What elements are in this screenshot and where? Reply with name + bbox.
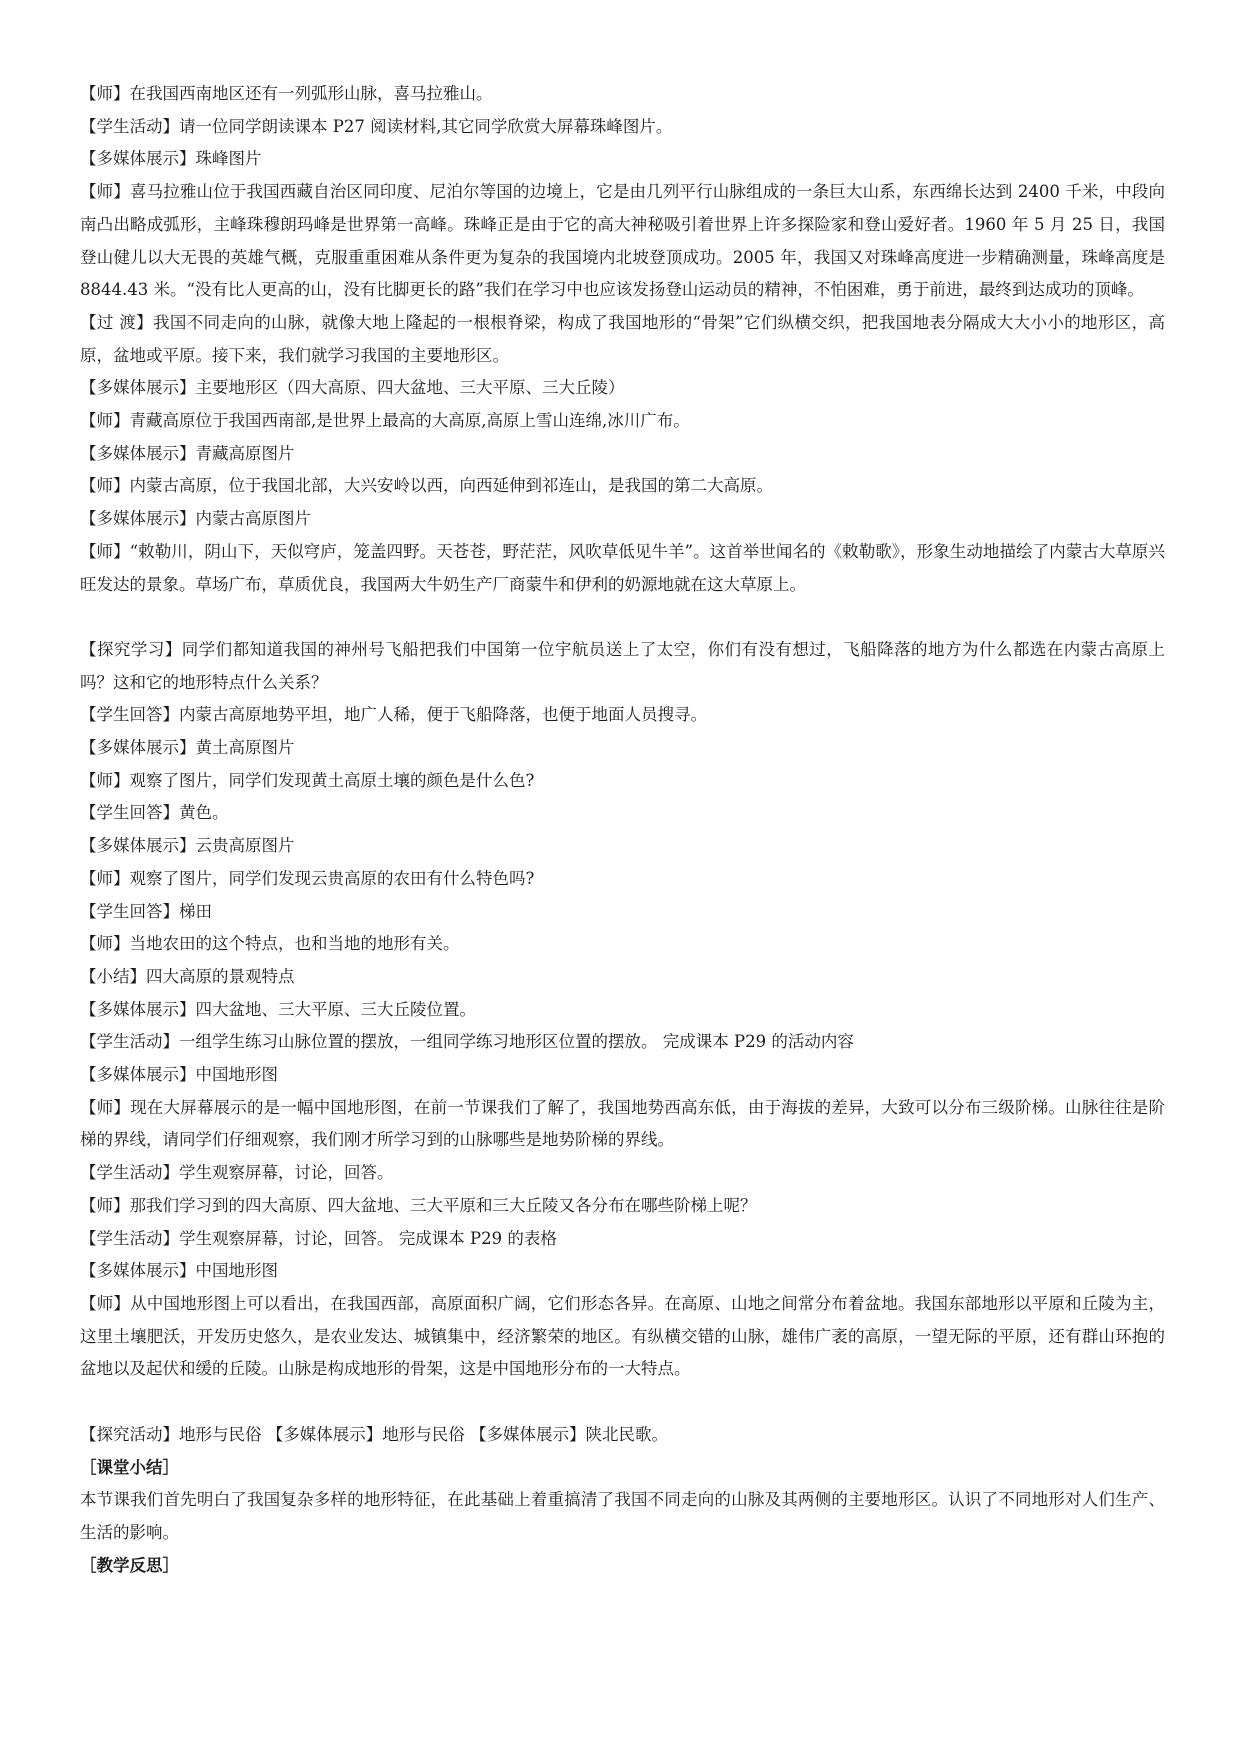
paragraph: 【师】“敕勒川，阴山下，天似穹庐，笼盖四野。天苍苍，野茫茫，风吹草低见牛羊”。这首举世闻名的《敕勒歌》，形象生动地描绘了内蒙古大草原兴旺发达的景象。草场广布，草质优良，我国两大牛奶生产厂商蒙牛和伊利的奶源地就在这大草原上。 (80, 541, 1165, 594)
section-2 (80, 634, 1165, 1386)
paragraph: 【师】观察了图片，同学们发现云贵高原的农田有什么特色吗? (80, 868, 535, 888)
paragraph: 【多媒体展示】珠峰图片 (80, 149, 262, 169)
paragraph: 【多媒体展示】中国地形图 (80, 1261, 278, 1281)
paragraph: 【师】喜马拉雅山位于我国西藏自治区同印度、尼泊尔等国的边境上，它是由几列平行山脉组成的一条巨大山系，东西绵长达到 2400 千米，中段向南凸出略成弧形，主峰珠穆朗玛峰是世界第一高峰。珠峰正是由于它的高大神秘吸引着世界上许多探险家和登山爱好者。1960 年 5 月 25 日，我国登山健儿以大无畏的英雄气概，克服重重困难从条件更为复杂的我国境内北坡登顶成功。2005 年，我国又对珠峰高度进一步精确测量，珠峰高度是 8844.43 米。“没有比人更高的山，没有比脚更长的路”我们在学习中也应该发扬登山运动员的精神，不怕困难，勇于前进，最终到达成功的顶峰。 (80, 182, 1165, 300)
blank-line (80, 1386, 1165, 1419)
paragraph: 【探究学习】同学们都知道我国的神州号飞船把我们中国第一位宇航员送上了太空，你们有没有想过，飞船降落的地方为什么都选在内蒙古高原上吗？这和它的地形特点什么关系？ (80, 639, 1165, 692)
section-3 (80, 1419, 1165, 1583)
paragraph: 【师】从中国地形图上可以看出，在我国西部，高原面积广阔，它们形态各异。在高原、山地之间常分布着盆地。我国东部地形以平原和丘陵为主，这里土壤肥沃，开发历史悠久，是农业发达、城镇集中，经济繁荣的地区。有纵横交错的山脉，雄伟广袤的高原，一望无际的平原，还有群山环抱的盆地以及起伏和缓的丘陵。山脉是构成地形的骨架，这是中国地形分布的一大特点。 (80, 1294, 1165, 1379)
paragraph: 【过 渡】我国不同走向的山脉，就像大地上隆起的一根根脊梁，构成了我国地形的“骨架”它们纵横交织，把我国地表分隔成大大小小的地形区，高原，盆地或平原。接下来，我们就学习我国的主要地形区。 (80, 312, 1165, 365)
paragraph: 【学生回答】内蒙古高原地势平坦，地广人稀，便于飞船降落，也便于地面人员搜寻。 (80, 705, 707, 725)
paragraph: 【学生活动】学生观察屏幕，讨论，回答。 完成课本 P29 的表格 (80, 1228, 557, 1248)
paragraph: 【多媒体展示】中国地形图 (80, 1065, 278, 1085)
paragraph: 【学生活动】请一位同学朗读课本 P27 阅读材料,其它同学欣赏大屏幕珠峰图片。 (80, 116, 673, 136)
paragraph: 【学生活动】一组学生练习山脉位置的摆放，一组同学练习地形区位置的摆放。 完成课本 P29 的活动内容 (80, 1032, 854, 1052)
paragraph: 【师】在我国西南地区还有一列弧形山脉，喜马拉雅山。 (80, 84, 493, 103)
summary-text: 本节课我们首先明白了我国复杂多样的地形特征，在此基础上着重搞清了我国不同走向的山脉及其两侧的主要地形区。认识了不同地形对人们生产、生活的影响。 (80, 1490, 1165, 1542)
paragraph: 【师】那我们学习到的四大高原、四大盆地、三大平原和三大丘陵又各分布在哪些阶梯上呢？ (80, 1195, 757, 1215)
paragraph: 【小结】四大高原的景观特点 (80, 966, 295, 986)
paragraph: 【学生活动】学生观察屏幕，讨论，回答。 (80, 1163, 394, 1183)
paragraph: 【学生回答】梯田 (80, 901, 212, 921)
paragraph: 【多媒体展示】青藏高原图片 (80, 443, 295, 463)
paragraph: 【多媒体展示】云贵高原图片 (80, 836, 295, 856)
document-page (80, 78, 1165, 1582)
activity-line: 【探究活动】地形与民俗 【多媒体展示】地形与民俗 【多媒体展示】陕北民歌。 (80, 1424, 668, 1444)
paragraph: 【师】现在大屏幕展示的是一幅中国地形图，在前一节课我们了解了，我国地势西高东低，由于海拔的差异，大致可以分布三级阶梯。山脉往往是阶梯的界线，请同学们仔细观察，我们刚才所学习到的山脉哪些是地势阶梯的界线。 (80, 1097, 1165, 1150)
paragraph: 【学生回答】黄色。 (80, 803, 229, 823)
reflection-heading: ［教学反思］ (80, 1555, 179, 1575)
paragraph: 【师】观察了图片，同学们发现黄土高原土壤的颜色是什么色? (80, 770, 535, 790)
paragraph: 【师】内蒙古高原，位于我国北部，大兴安岭以西，向西延伸到祁连山，是我国的第二大高原。 (80, 476, 773, 496)
paragraph: 【多媒体展示】黄土高原图片 (80, 738, 295, 758)
blank-line (80, 601, 1165, 634)
paragraph: 【多媒体展示】内蒙古高原图片 (80, 509, 311, 529)
section-1 (80, 78, 1165, 601)
summary-heading: ［课堂小结］ (80, 1457, 179, 1477)
paragraph: 【师】当地农田的这个特点，也和当地的地形有关。 (80, 934, 460, 954)
paragraph: 【多媒体展示】四大盆地、三大平原、三大丘陵位置。 (80, 999, 476, 1019)
paragraph: 【多媒体展示】主要地形区（四大高原、四大盆地、三大平原、三大丘陵） (80, 378, 625, 398)
paragraph: 【师】青藏高原位于我国西南部,是世界上最高的大高原,高原上雪山连绵,冰川广布。 (80, 411, 690, 431)
